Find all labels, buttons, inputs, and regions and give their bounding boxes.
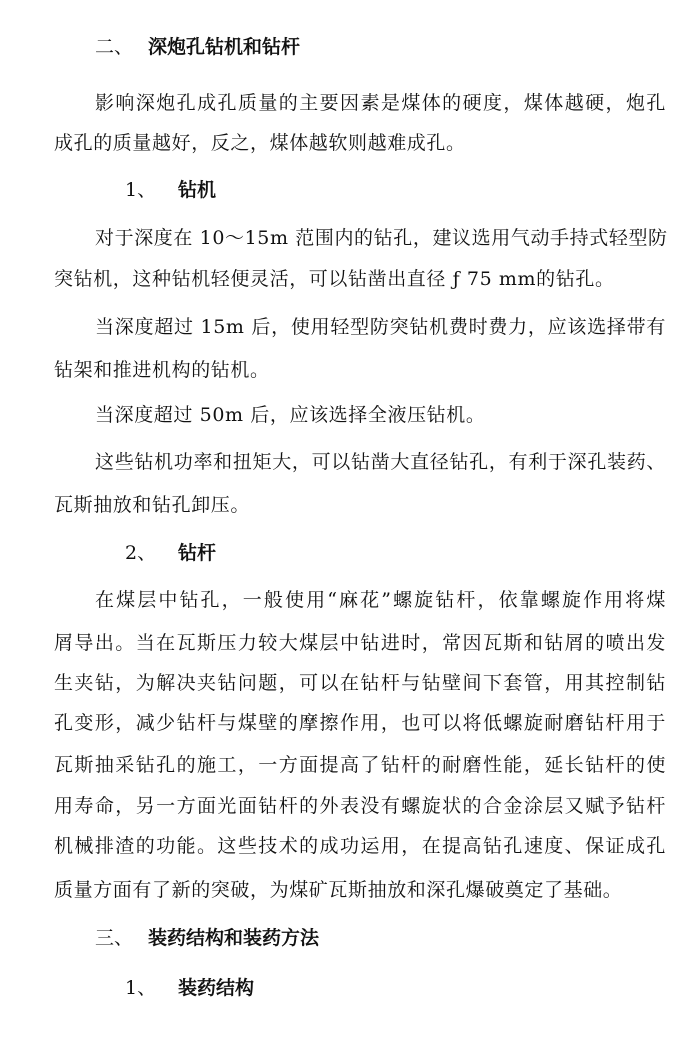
paragraph-line: 孔变形，减少钻杆与煤壁的摩擦作用，也可以将低螺旋耐磨钻杆用于 xyxy=(54,712,666,734)
subsection-heading-2 xyxy=(125,541,217,565)
paragraph-line: 质量方面有了新的突破，为煤矿瓦斯抽放和深孔爆破奠定了基础。 xyxy=(54,879,623,901)
paragraph-line: 当深度超过 15m 后，使用轻型防突钻机费时费力，应该选择带有 xyxy=(95,316,666,338)
subsection-title: 钻杆 xyxy=(178,542,217,564)
subsection-number: 1、 xyxy=(125,179,157,201)
paragraph-line: 这些钻机功率和扭矩大，可以钻凿大直径钻孔，有利于深孔装药、 xyxy=(95,451,666,473)
paragraph-line: 在煤层中钻孔，一般使用“麻花”螺旋钻杆，依靠螺旋作用将煤 xyxy=(95,589,666,611)
subsection-title: 钻机 xyxy=(178,179,217,201)
section-heading-2 xyxy=(95,35,301,59)
subsection-number: 2、 xyxy=(125,542,157,564)
paragraph-line: 成孔的质量越好，反之，煤体越软则越难成孔。 xyxy=(54,132,466,154)
section-number: 二、 xyxy=(95,36,134,58)
paragraph-line: 钻架和推进机构的钻机。 xyxy=(54,359,270,381)
paragraph-line: 当深度超过 50m 后，应该选择全液压钻机。 xyxy=(95,404,486,426)
paragraph-line: 生夹钻，为解决夹钻问题，可以在钻杆与钻壁间下套管，用其控制钻 xyxy=(54,672,666,694)
paragraph-line: 瓦斯抽采钻孔的施工，一方面提高了钻杆的耐磨性能，延长钻杆的使 xyxy=(54,754,666,776)
paragraph-line: 影响深炮孔成孔质量的主要因素是煤体的硬度，煤体越硬，炮孔 xyxy=(95,92,666,114)
paragraph-line: 瓦斯抽放和钻孔卸压。 xyxy=(54,494,251,516)
paragraph-line: 用寿命，另一方面光面钻杆的外表没有螺旋状的合金涂层又赋予钻杆 xyxy=(54,795,666,817)
paragraph-line: 屑导出。当在瓦斯压力较大煤层中钻进时，常因瓦斯和钻屑的喷出发 xyxy=(54,632,666,654)
paragraph-line: 突钻机，这种钻机轻便灵活，可以钻凿出直径 ƒ 75 mm的钻孔。 xyxy=(54,268,615,290)
section-number: 三、 xyxy=(95,927,134,949)
paragraph-line: 对于深度在 10～15m 范围内的钻孔，建议选用气动手持式轻型防 xyxy=(95,227,668,249)
section-heading-3 xyxy=(95,926,320,950)
section-title: 深炮孔钻机和钻杆 xyxy=(148,36,301,58)
subsection-heading-3 xyxy=(125,976,255,1000)
subsection-heading-1 xyxy=(125,178,217,202)
section-title: 装药结构和装药方法 xyxy=(148,927,320,949)
paragraph-line: 机械排渣的功能。这些技术的成功运用，在提高钻孔速度、保证成孔 xyxy=(54,835,666,857)
subsection-title: 装药结构 xyxy=(178,977,255,999)
subsection-number: 1、 xyxy=(125,977,157,999)
